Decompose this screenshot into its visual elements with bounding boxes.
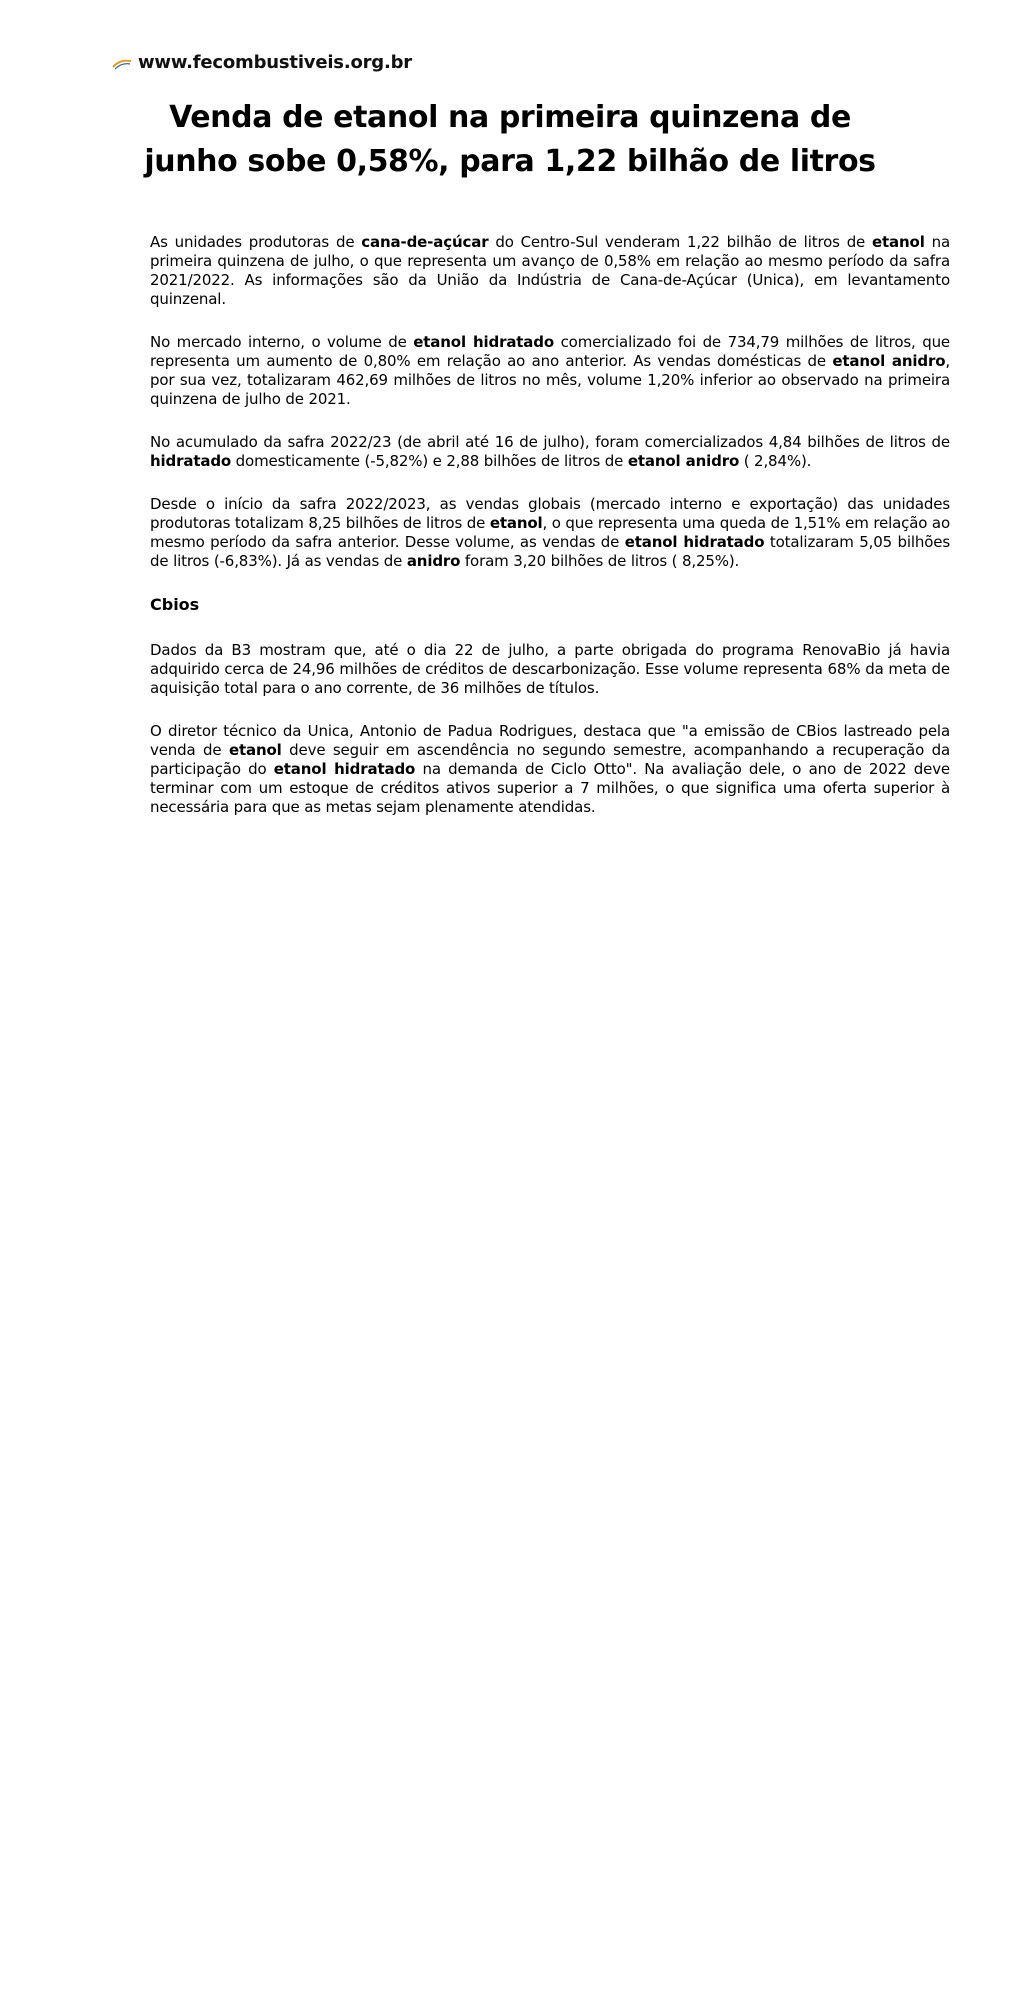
section-subheading: Cbios	[150, 595, 200, 614]
site-header	[112, 52, 412, 73]
article-body	[150, 233, 950, 841]
bold-term: etanol hidratado	[273, 760, 416, 778]
article-paragraph-1: As unidades produtoras de cana-de-açúcar do Centro-Sul venderam 1,22 bilhão de litros de etanol na primeira quinzena de julho, o que representa um avanço de 0,58% em relação ao mesmo período da safra 2021/2022. As informações são da União da Indústria de Cana-de-Açúcar (Unica), em levantamento quinzenal.	[150, 233, 950, 308]
bold-term: etanol	[489, 514, 543, 532]
article-paragraph-5: Dados da B3 mostram que, até o dia 22 de julho, a parte obrigada do programa RenovaBio já havia adquirido cerca de 24,96 milhões de créditos de descarbonização. Esse volume representa 68% da meta de aquisição total para o ano corrente, de 36 milhões de títulos.	[150, 641, 950, 697]
bold-term: etanol hidratado	[413, 333, 555, 351]
swoosh-logo-icon	[112, 56, 132, 70]
site-url[interactable]: www.fecombustiveis.org.br	[138, 52, 412, 73]
bold-term: etanol anidro	[627, 452, 740, 470]
article-paragraph-6: O diretor técnico da Unica, Antonio de Padua Rodrigues, destaca que "a emissão de CBios lastreado pela venda de etanol deve seguir em ascendência no segundo semestre, acompanhando a recuperação da participação do etanol hidratado na demanda de Ciclo Otto". Na avaliação dele, o ano de 2022 deve terminar com um estoque de créditos ativos superior a 7 milhões, o que significa uma oferta superior à necessária para que as metas sejam plenamente atendidas.	[150, 722, 950, 816]
bold-term: etanol anidro	[832, 352, 946, 370]
bold-term: hidratado	[150, 452, 232, 470]
article-paragraph-3: No acumulado da safra 2022/23 (de abril até 16 de julho), foram comercializados 4,84 bilhões de litros de hidratado domesticamente (-5,82%) e 2,88 bilhões de litros de etanol anidro ( 2,84%).	[150, 433, 950, 470]
bold-term: etanol hidratado	[624, 533, 765, 551]
article-paragraph-4: Desde o início da safra 2022/2023, as vendas globais (mercado interno e exportação) das unidades produtoras totalizam 8,25 bilhões de litros de etanol, o que representa uma queda de 1,51% em relação ao mesmo período da safra anterior. Desse volume, as vendas de etanol hidratado totalizaram 5,05 bilhões de litros (-6,83%). Já as vendas de anidro foram 3,20 bilhões de litros ( 8,25%).	[150, 495, 951, 570]
bold-term: etanol	[228, 741, 282, 759]
bold-term: etanol	[872, 233, 925, 251]
bold-term: anidro	[406, 552, 461, 570]
article-headline: Venda de etanol na primeira quinzena de junho sobe 0,58%, para 1,22 bilhão de litros	[144, 100, 876, 179]
article-paragraph-2: No mercado interno, o volume de etanol hidratado comercializado foi de 734,79 milhões de litros, que representa um aumento de 0,80% em relação ao ano anterior. As vendas domésticas de etanol anidro, por sua vez, totalizaram 462,69 milhões de litros no mês, volume 1,20% inferior ao observado na primeira quinzena de julho de 2021.	[150, 333, 950, 408]
bold-term: cana-de-açúcar	[361, 233, 489, 251]
